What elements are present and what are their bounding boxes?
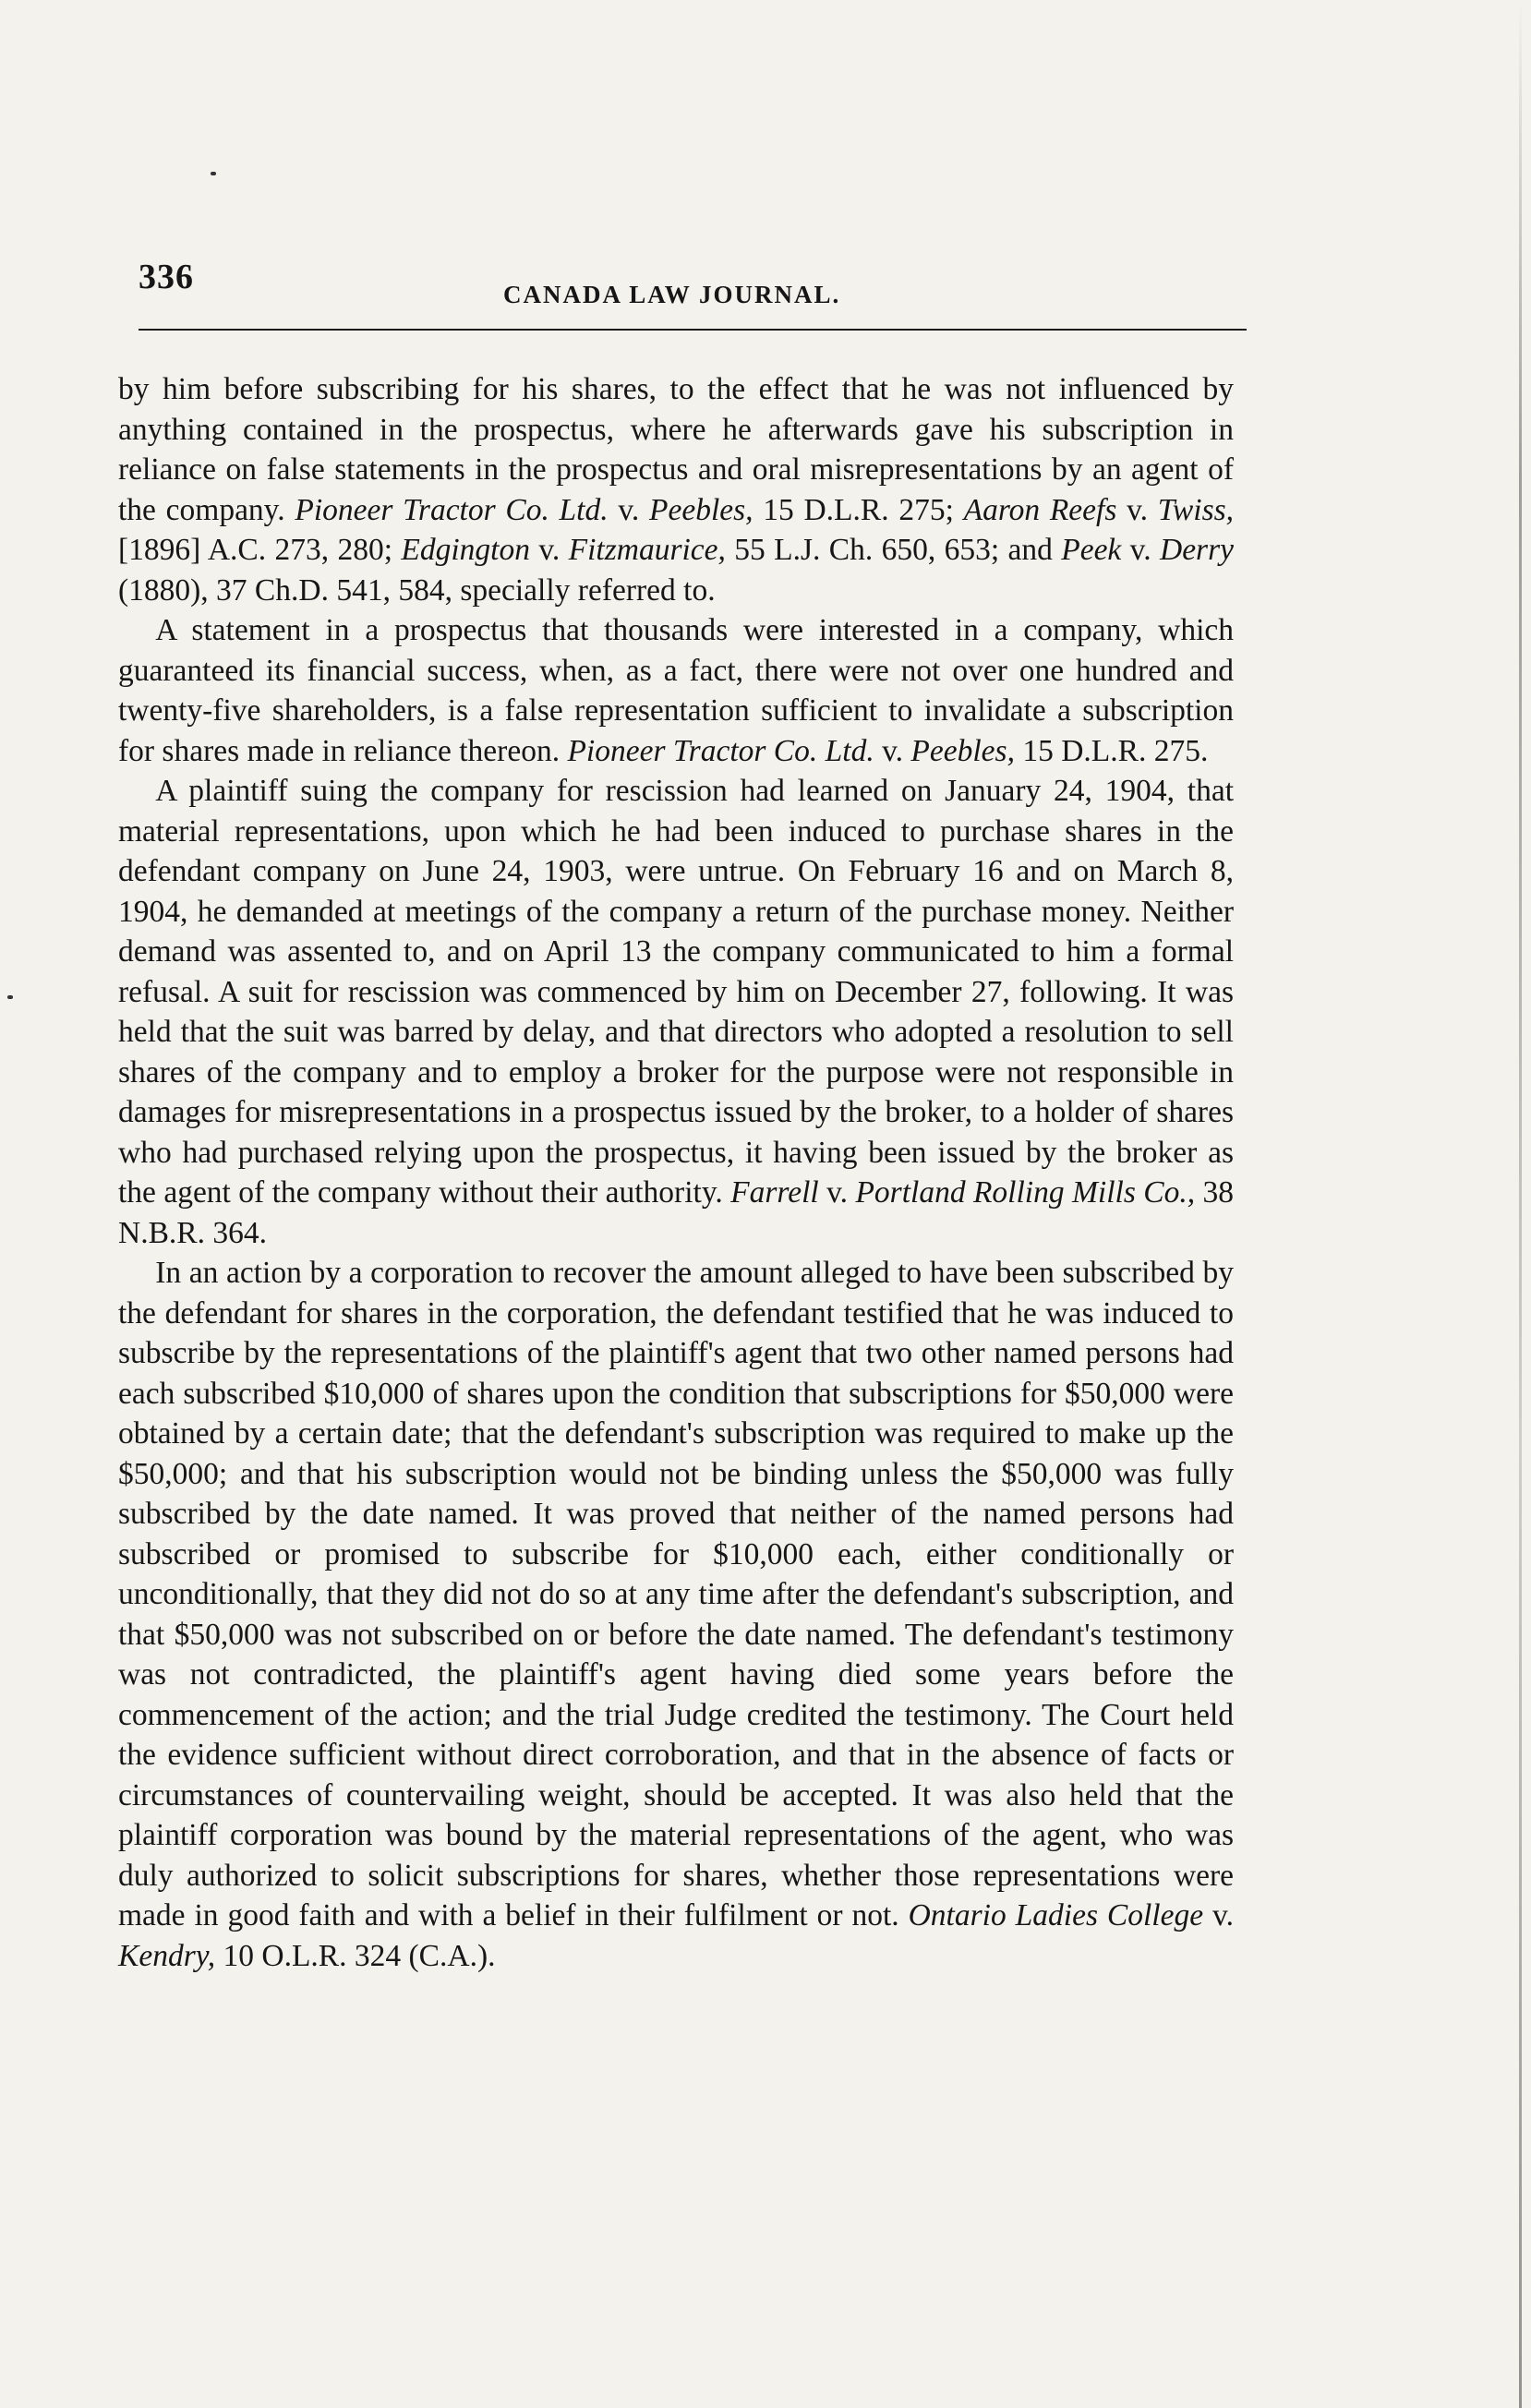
text-run: [1896] A.C. 273, 280; [118,533,402,567]
paragraph [118,1253,1234,1976]
text-run: A plaintiff suing the company for rescission had learned on January 24, 1904, that material representations, upon which he had been induced to purchase shares in the defendant company on June 24, 1903, were untrue. On February 16 and on March 8, 1904, he demanded at meetings of the company a return of the purchase money. Neither demand was assented to, and on April 13 the company communicated to him a formal refusal. A suit for rescission was commenced by him on December 27, following. It was held that the suit was barred by delay, and that directors who adopted a resolution to sell shares of the company and to employ a broker for the purpose were not responsible in damages for misrepresentations in a prospectus issued by the broker, to a holder of shares who had purchased relying upon the prospectus, it having been issued by the broker as the agent of the company without their authority. [118,774,1234,1210]
running-head: CANADA LAW JOURNAL. [503,281,841,308]
text-run: v. [1116,492,1158,527]
case-name: Aaron Reefs [963,492,1117,527]
text-run: v. [529,533,569,567]
case-name: Pioneer Tractor Co. Ltd. [295,492,609,527]
text-run: 15 D.L.R. 275. [1014,733,1209,768]
text-run: A statement in a prospectus that thousands were interested in a company, which guaranteed its financial success, when, as a fact, there were not over one hundred and twenty-five shareholders, is a false representation sufficient to invalidate a subscription for shares made in reliance thereon. [118,613,1234,768]
page-header [139,257,1247,312]
text-run: 10 O.L.R. 324 (C.A.). [215,1938,496,1973]
text-run: 15 D.L.R. 275; [753,492,964,527]
text-run: In an action by a corporation to recover the amount alleged to have been subscribed by the defendant for shares in the corporation, the defendant testified that he was induced to subscribe by the representations of the plaintiff's agent that two other named persons had each subscribed $10,000 of shares upon the condition that subscriptions for $50,000 were obtained by a certain date; that the defendant's subscription was required to make up the $50,000; and that his subscription would not be binding unless the $50,000 was fully subscribed by the date named. It was proved that neither of the named persons had subscribed or promised to subscribe for $10,000 each, either conditionally or unconditionally, that they did not do so at any time after the defendant's subscription, and that $50,000 was not subscribed on or before the date named. The defendant's testimony was not contradicted, the plaintiff's agent having died some years before the commencement of the action; and the trial Judge credited the testimony. The Court held the evidence sufficient without direct corroboration, and that in the absence of facts or circumstances of countervailing weight, should be accepted. It was also held that the plaintiff corporation was bound by the material representations of the agent, who was duly authorized to solicit subscriptions for shares, whether those representations were made in good faith and with a belief in their fulfilment or not. [118,1256,1234,1932]
paragraph [118,771,1234,1253]
text-run: v. [874,733,911,768]
text-run: 38 N.B.R. 364. [118,1175,1235,1250]
case-name: Fitzmaurice, [568,533,726,567]
case-name: Peek [1061,533,1122,567]
case-name: Ontario Ladies College [908,1898,1204,1932]
case-name: Farrell [730,1175,819,1210]
case-name: Pioneer Tractor Co. Ltd. [567,733,874,768]
header-rule [139,329,1247,331]
text-run: v. [1121,533,1160,567]
case-name: Twiss, [1157,492,1235,527]
scan-speck [211,172,216,175]
case-name: Edgington [401,533,530,567]
text-run: v. [818,1175,856,1210]
page-number: 336 [139,258,194,296]
text-run: by him before subscribing for his shares, to the effect that he was not influenced by anything contained in the prospectus, where he afterwards gave his subscription in reliance on false statements in the prospectus and oral misrepresentations by an agent of the company. [118,372,1234,527]
case-name: Portland Rolling Mills Co., [855,1175,1196,1210]
paragraph [118,610,1234,771]
case-name: Peebles, [649,492,753,527]
scan-edge [1519,0,1522,2408]
text-run: 55 L.J. Ch. 650, 653; and [725,533,1062,567]
case-name: Peebles, [910,733,1015,768]
text-run: (1880), 37 Ch.D. 541, 584, specially referred to. [118,572,716,608]
body-text [118,369,1234,1976]
text-run: v. [1203,1898,1234,1932]
text-run: v. [608,492,650,527]
case-name: Derry [1160,533,1235,567]
scan-speck [7,995,13,999]
paragraph [118,369,1234,610]
case-name: Kendry, [118,1938,216,1973]
